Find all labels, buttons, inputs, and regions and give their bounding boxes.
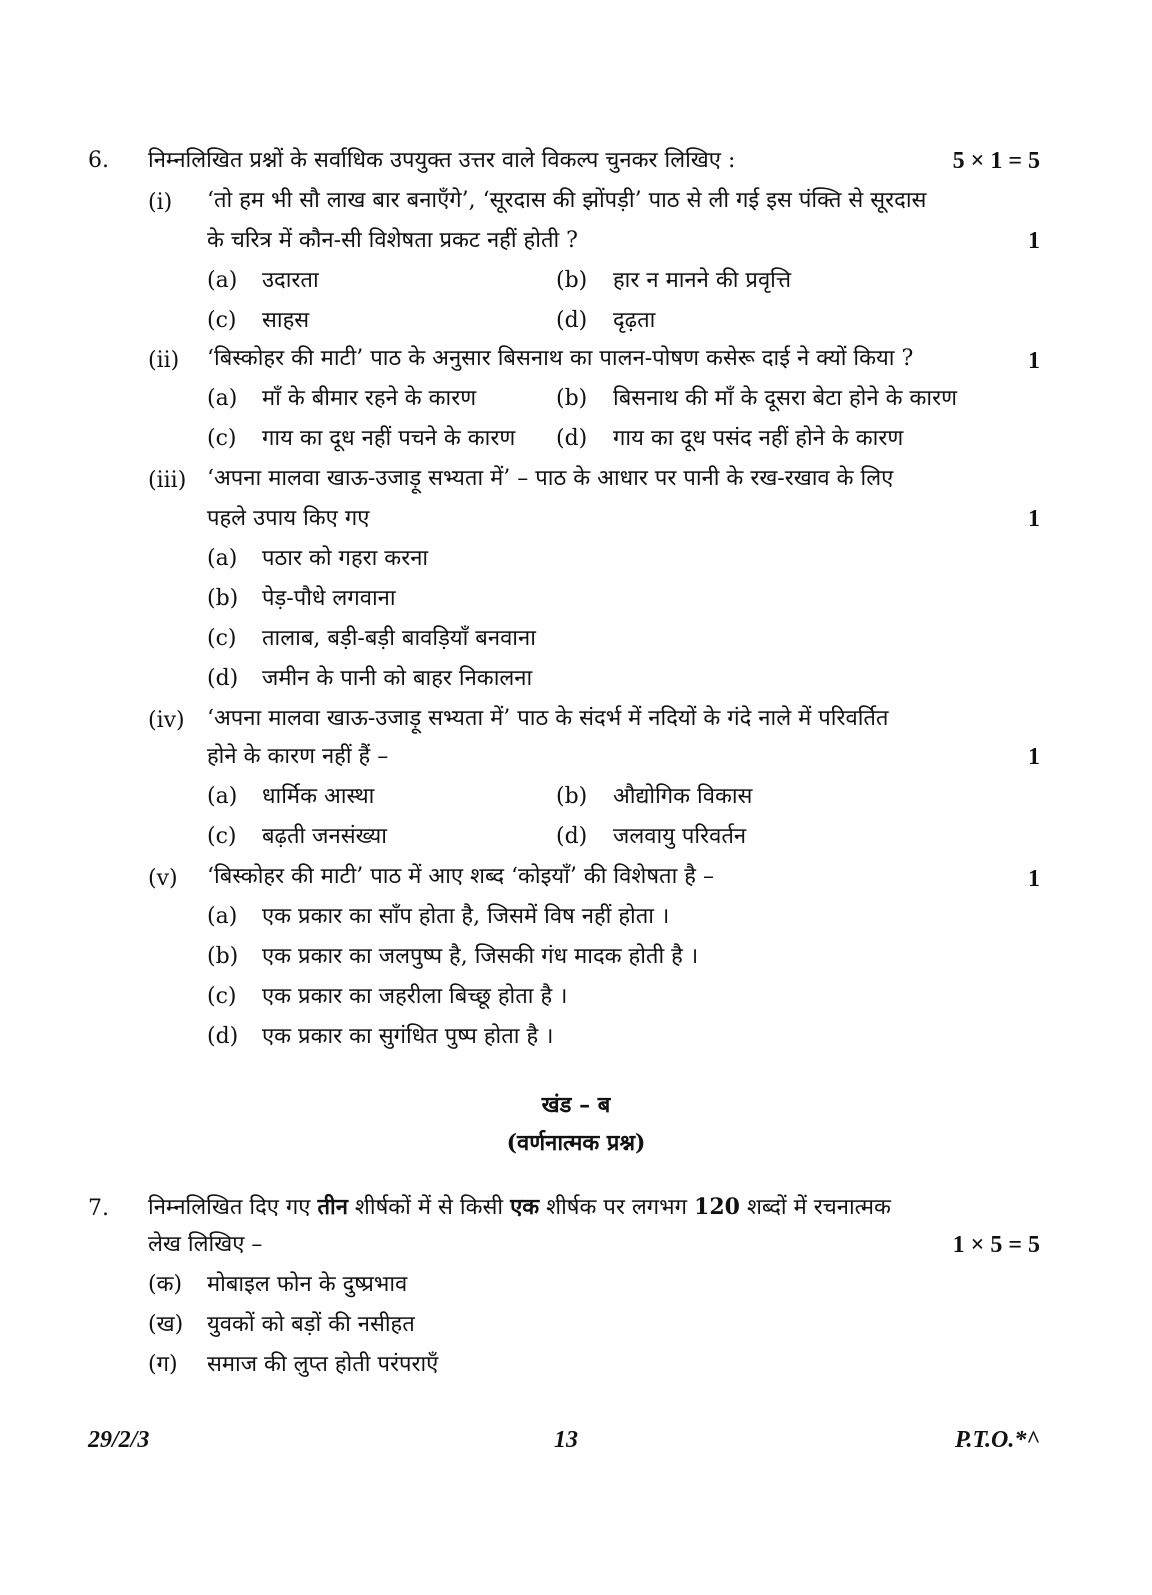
q6-iv-option-a-label: (a) <box>207 784 238 809</box>
q6-ii-option-d-label: (d) <box>556 426 588 451</box>
q7-marks: 1 × 5 = 5 <box>952 1232 1040 1258</box>
q7-line1-part-g: शब्दों में रचनात्मक <box>739 1195 891 1220</box>
q6-part-v-marks: 1 <box>1028 866 1040 892</box>
q6-v-option-d-text: एक प्रकार का सुगंधित पुष्प होता है । <box>262 1024 554 1049</box>
q6-number: 6. <box>88 148 109 173</box>
q6-part-iii-line2: पहले उपाय किए गए <box>207 506 370 531</box>
q6-part-ii-line1: ‘बिस्कोहर की माटी’ पाठ के अनुसार बिसनाथ का पालन-पोषण कसेरू दाई ने क्यों किया ? <box>207 346 914 371</box>
q7-line1-count-three: तीन <box>317 1194 348 1220</box>
q6-iii-option-c-text: तालाब, बड़ी-बड़ी बावड़ियाँ बनवाना <box>262 626 536 651</box>
q6-iv-option-d-label: (d) <box>556 824 588 849</box>
q6-v-option-a-label: (a) <box>207 904 238 929</box>
q6-i-option-d-text: दृढ़ता <box>613 308 656 333</box>
q6-iii-option-b-text: पेड़-पौधे लगवाना <box>262 586 396 611</box>
q7-topic-kha-text: युवकों को बड़ों की नसीहत <box>207 1312 415 1337</box>
q6-part-iv-line2: होने के कारण नहीं हैं – <box>207 744 389 769</box>
q7-topic-ga-text: समाज की लुप्त होती परंपराएँ <box>207 1352 439 1377</box>
q6-part-ii-marks: 1 <box>1028 348 1040 374</box>
q6-iv-option-c-label: (c) <box>207 824 237 849</box>
q6-iv-option-a-text: धार्मिक आस्था <box>262 784 375 809</box>
q6-part-iv-label: (iv) <box>148 708 185 733</box>
q6-i-option-b-label: (b) <box>556 268 588 293</box>
footer-paper-code: 29/2/3 <box>88 1427 150 1453</box>
q6-marks: 5 × 1 = 5 <box>952 148 1040 174</box>
q6-part-v-label: (v) <box>148 866 178 891</box>
q6-v-option-a-text: एक प्रकार का साँप होता है, जिसमें विष नहीं होता । <box>262 904 670 929</box>
footer-page-number: 13 <box>554 1427 578 1453</box>
q6-ii-option-b-text: बिसनाथ की माँ के दूसरा बेटा होने के कारण <box>613 386 957 411</box>
q6-v-option-c-text: एक प्रकार का जहरीला बिच्छू होता है । <box>262 984 568 1009</box>
q6-ii-option-d-text: गाय का दूध पसंद नहीं होने के कारण <box>613 426 904 451</box>
section-subtitle: (वर्णनात्मक प्रश्न) <box>506 1130 646 1156</box>
q6-i-option-d-label: (d) <box>556 308 588 333</box>
q6-i-option-a-text: उदारता <box>262 268 319 293</box>
q7-topic-ka-label: (क) <box>148 1272 183 1297</box>
q6-v-option-b-label: (b) <box>207 944 239 969</box>
q6-iv-option-c-text: बढ़ती जनसंख्या <box>262 824 387 849</box>
q7-topic-ga-label: (ग) <box>148 1352 178 1377</box>
q7-line1-part-c: शीर्षकों में से किसी <box>347 1195 511 1220</box>
q6-iii-option-a-label: (a) <box>207 546 238 571</box>
q6-part-iii-line1: ‘अपना मालवा खाऊ-उजाड़ू सभ्यता में’ – पाठ के आधार पर पानी के रख-रखाव के लिए <box>207 466 894 491</box>
q6-ii-option-c-text: गाय का दूध नहीं पचने के कारण <box>262 426 516 451</box>
q6-part-i-marks: 1 <box>1028 228 1040 254</box>
q7-topic-ka-text: मोबाइल फोन के दुष्प्रभाव <box>207 1272 408 1297</box>
q6-i-option-c-label: (c) <box>207 308 237 333</box>
q6-iv-option-b-label: (b) <box>556 784 588 809</box>
q7-line1 <box>148 1192 891 1223</box>
q6-part-iv-marks: 1 <box>1028 744 1040 770</box>
q6-i-option-a-label: (a) <box>207 268 238 293</box>
q6-v-option-d-label: (d) <box>207 1024 239 1049</box>
q7-number: 7. <box>88 1196 109 1221</box>
q6-v-option-c-label: (c) <box>207 984 237 1009</box>
q6-ii-option-a-label: (a) <box>207 386 238 411</box>
q6-iii-option-c-label: (c) <box>207 626 237 651</box>
q6-part-v-line1: ‘बिस्कोहर की माटी’ पाठ में आए शब्द ‘कोइयाँ’ की विशेषता है – <box>207 864 714 889</box>
q6-iv-option-b-text: औद्योगिक विकास <box>613 784 753 809</box>
q6-iii-option-a-text: पठार को गहरा करना <box>262 546 429 571</box>
q7-line1-word-limit: 120 <box>694 1194 740 1220</box>
q6-part-i-line1: ‘तो हम भी सौ लाख बार बनाएँगे’, ‘सूरदास की झोंपड़ी’ पाठ से ली गई इस पंक्ति से सूरदास <box>207 188 927 213</box>
q6-part-ii-label: (ii) <box>148 348 180 373</box>
q6-v-option-b-text: एक प्रकार का जलपुष्प है, जिसकी गंध मादक होती है । <box>262 944 699 969</box>
q6-part-iii-label: (iii) <box>148 468 187 493</box>
q6-instruction: निम्नलिखित प्रश्नों के सर्वाधिक उपयुक्त उत्तर वाले विकल्प चुनकर लिखिए : <box>148 148 736 173</box>
q6-i-option-b-text: हार न मानने की प्रवृत्ति <box>613 268 792 293</box>
q7-line1-count-one: एक <box>510 1194 540 1220</box>
q6-iii-option-b-label: (b) <box>207 586 239 611</box>
q6-iii-option-d-label: (d) <box>207 666 239 691</box>
q6-iv-option-d-text: जलवायु परिवर्तन <box>613 824 747 849</box>
q6-ii-option-c-label: (c) <box>207 426 237 451</box>
q7-line1-part-a: निम्नलिखित दिए गए <box>148 1195 318 1220</box>
q6-iii-option-d-text: जमीन के पानी को बाहर निकालना <box>262 666 533 691</box>
q6-ii-option-b-label: (b) <box>556 386 588 411</box>
q7-line1-part-e: शीर्षक पर लगभग <box>539 1195 695 1220</box>
footer-pto: P.T.O.*^ <box>954 1427 1040 1453</box>
q6-part-i-line2: के चरित्र में कौन-सी विशेषता प्रकट नहीं होती ? <box>207 228 578 253</box>
q7-topic-kha-label: (ख) <box>148 1312 184 1337</box>
q6-ii-option-a-text: माँ के बीमार रहने के कारण <box>262 386 477 411</box>
q6-part-iv-line1: ‘अपना मालवा खाऊ-उजाड़ू सभ्यता में’ पाठ के संदर्भ में नदियों के गंदे नाले में परिवर्तित <box>207 706 889 731</box>
q7-line2: लेख लिखिए – <box>148 1232 263 1257</box>
q6-part-i-label: (i) <box>148 190 173 215</box>
q6-i-option-c-text: साहस <box>262 308 310 333</box>
q6-part-iii-marks: 1 <box>1028 506 1040 532</box>
section-title: खंड – ब <box>541 1092 611 1118</box>
